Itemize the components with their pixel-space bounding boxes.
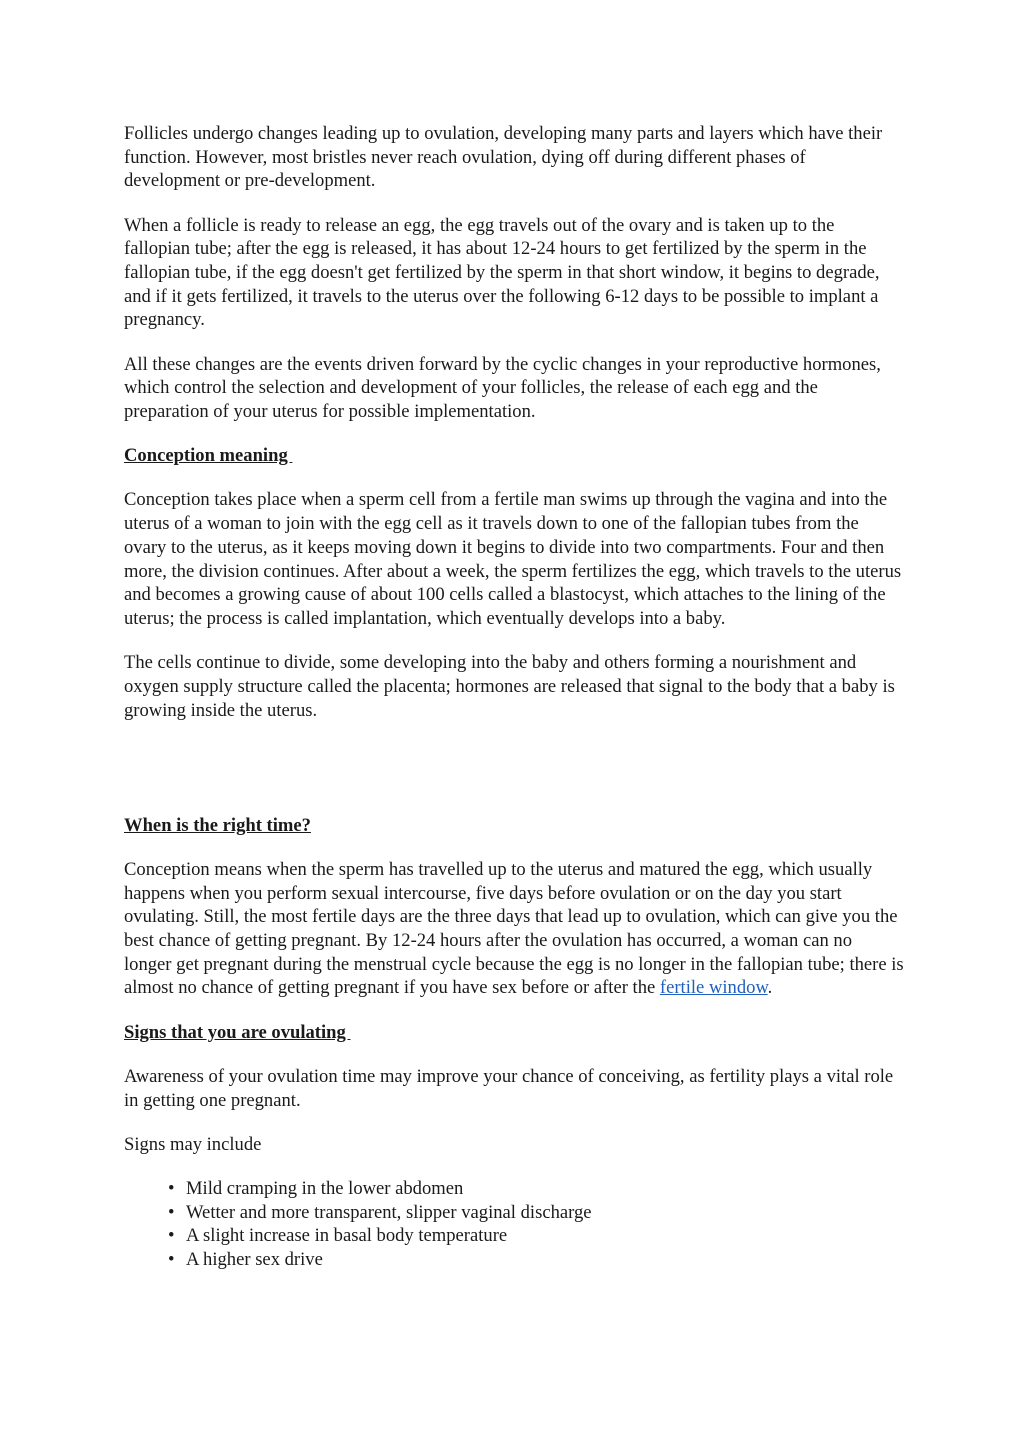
heading-conception-meaning: Conception meaning xyxy=(124,445,293,467)
list-item-text: A slight increase in basal body temperature xyxy=(186,1225,508,1247)
bullet-icon: • xyxy=(168,1201,175,1223)
paragraph-signs-may-include: Signs may include xyxy=(124,1133,262,1155)
list-item xyxy=(168,1177,904,1201)
list-item xyxy=(168,1224,904,1248)
blank-space xyxy=(124,743,904,814)
list-item-text: Wetter and more transparent, slipper vaginal discharge xyxy=(186,1201,592,1223)
paragraph-right-time-end: . xyxy=(767,977,773,999)
paragraph-egg-release: When a follicle is ready to release an egg, the egg travels out of the ovary and is taken up to the fallopian tube; after the egg is released, it has about 12-24 hours to get fertilized by the sperm in the fallopian tube, if the egg doesn't get fertilized by the sperm in that short window, it begins to degrade, and if it gets fertilized, it travels to the uterus over the following 6-12 days to be possible to implant a pregnancy. xyxy=(124,214,880,331)
bullet-icon: • xyxy=(168,1178,175,1199)
paragraph-right-time-text: Conception means when the sperm has travelled up to the uterus and matured the egg, which usually happens when you perform sexual intercourse, five days before ovulation or on the day you start ovulating. Still, the most fertile days are the three days that lead up to ovulation, which can give you the best chance of getting pregnant. By 12-24 hours after the ovulation has occurred, a woman can no longer get pregnant during the menstrual cycle because the egg is no longer in the fallopian tube; there is almost no chance of getting pregnant if you have sex before or after the xyxy=(124,858,904,999)
fertile-window-link[interactable]: fertile window xyxy=(659,977,768,999)
signs-list xyxy=(124,1177,904,1272)
list-item xyxy=(168,1201,904,1225)
paragraph-follicles: Follicles undergo changes leading up to ovulation, developing many parts and layers which have their function. However, most bristles never reach ovulation, dying off during different phases of development or pre-development. xyxy=(124,123,883,192)
paragraph-conception: Conception takes place when a sperm cell from a fertile man swims up through the vagina and into the uterus of a woman to join with the egg cell as it travels down to one of the fallopian tubes from the ovary to the uterus, as it keeps moving down it begins to divide into two compartments. Four and then more, the division continues. After about a week, the sperm fertilizes the egg, which travels to the uterus and becomes a growing cause of about 100 cells called a blastocyst, which attaches to the lining of the uterus; the process is called implantation, which eventually develops into a baby. xyxy=(124,489,902,629)
document-page xyxy=(124,122,904,1272)
list-item-text: A higher sex drive xyxy=(186,1249,323,1271)
paragraph-hormones: All these changes are the events driven forward by the cyclic changes in your reproductive hormones, which control the selection and development of your follicles, the release of each egg and the preparation of your uterus for possible implementation. xyxy=(124,353,881,423)
bullet-icon: • xyxy=(168,1225,175,1247)
heading-signs-ovulating: Signs that you are ovulating xyxy=(124,1021,351,1043)
list-item xyxy=(168,1248,904,1272)
paragraph-cells-divide: The cells continue to divide, some developing into the baby and others forming a nourishment and oxygen supply structure called the placenta; hormones are released that signal to the body that a baby is growing inside the uterus. xyxy=(124,652,895,721)
heading-right-time: When is the right time? xyxy=(124,814,311,836)
list-item-text: Mild cramping in the lower abdomen xyxy=(186,1178,464,1199)
bullet-icon: • xyxy=(168,1249,175,1271)
paragraph-right-time xyxy=(124,858,904,1000)
paragraph-awareness: Awareness of your ovulation time may improve your chance of conceiving, as fertility plays a vital role in getting one pregnant. xyxy=(124,1065,894,1111)
